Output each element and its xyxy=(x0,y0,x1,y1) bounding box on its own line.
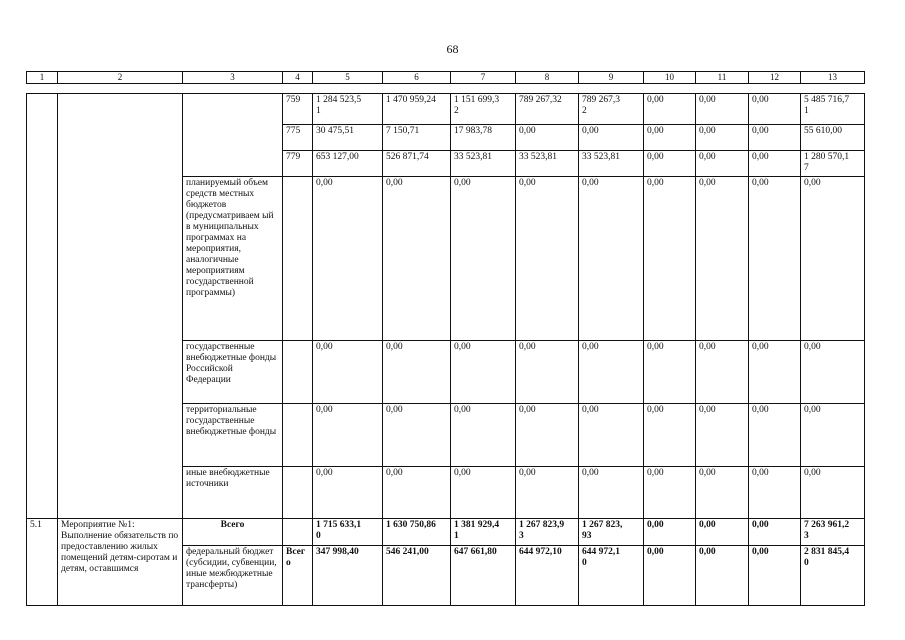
value-cell: 789 267,32 xyxy=(516,94,579,125)
value-cell: 0,00 xyxy=(644,519,696,546)
value-cell: 0,00 xyxy=(696,151,749,177)
value-cell: 0,00 xyxy=(644,177,696,341)
value-cell: 0,00 xyxy=(451,404,516,467)
value-cell: 644 972,10 xyxy=(516,546,579,606)
value-cell: 0,00 xyxy=(516,467,579,519)
value-cell: 647 661,80 xyxy=(451,546,516,606)
value-cell: 0,00 xyxy=(801,467,865,519)
value-cell: 33 523,81 xyxy=(451,151,516,177)
code-cell: Всег о xyxy=(283,546,313,606)
value-cell: 0,00 xyxy=(696,404,749,467)
header-cell: 10 xyxy=(644,72,696,84)
value-cell: 0,00 xyxy=(579,341,644,404)
value-cell: 0,00 xyxy=(749,341,801,404)
value-cell: 1 715 633,1 0 xyxy=(313,519,383,546)
value-cell: 0,00 xyxy=(516,125,579,151)
value-cell: 1 267 823, 93 xyxy=(579,519,644,546)
code-cell: 775 xyxy=(283,125,313,151)
value-cell: 0,00 xyxy=(579,125,644,151)
header-cell: 2 xyxy=(58,72,183,84)
value-cell: 0,00 xyxy=(749,404,801,467)
value-cell: 0,00 xyxy=(516,177,579,341)
header-cell: 13 xyxy=(801,72,865,84)
value-cell: 653 127,00 xyxy=(313,151,383,177)
value-cell: 7 263 961,2 3 xyxy=(801,519,865,546)
value-cell: 1 470 959,24 xyxy=(383,94,451,125)
value-cell: 0,00 xyxy=(451,341,516,404)
value-cell: 17 983,78 xyxy=(451,125,516,151)
value-cell: 30 475,51 xyxy=(313,125,383,151)
value-cell: 0,00 xyxy=(749,94,801,125)
value-cell: 1 151 699,3 2 xyxy=(451,94,516,125)
value-cell: 5 485 716,7 1 xyxy=(801,94,865,125)
value-cell: 0,00 xyxy=(579,467,644,519)
value-cell: 0,00 xyxy=(644,94,696,125)
federal-label: федеральный бюджет (субсидии, субвенции, иные межбюджетные трансферты) xyxy=(183,546,283,606)
value-cell: 0,00 xyxy=(644,404,696,467)
budget-table xyxy=(26,93,865,606)
value-cell: 1 630 750,86 xyxy=(383,519,451,546)
value-cell: 0,00 xyxy=(313,404,383,467)
value-cell: 1 280 570,1 7 xyxy=(801,151,865,177)
value-cell: 7 150,71 xyxy=(383,125,451,151)
value-cell: 0,00 xyxy=(644,125,696,151)
header-cell: 12 xyxy=(749,72,801,84)
header-cell: 4 xyxy=(283,72,313,84)
value-cell: 1 284 523,5 1 xyxy=(313,94,383,125)
value-cell: 55 610,00 xyxy=(801,125,865,151)
value-cell: 0,00 xyxy=(644,467,696,519)
value-cell: 0,00 xyxy=(696,94,749,125)
empty-cell xyxy=(27,94,58,519)
value-cell: 0,00 xyxy=(451,467,516,519)
value-cell: 0,00 xyxy=(516,341,579,404)
value-cell: 0,00 xyxy=(313,467,383,519)
column-numbers-row xyxy=(27,72,865,84)
value-cell: 0,00 xyxy=(644,546,696,606)
value-cell: 0,00 xyxy=(516,404,579,467)
empty-cell xyxy=(58,94,183,519)
value-cell: 0,00 xyxy=(749,177,801,341)
total-label: Всего xyxy=(183,519,283,546)
value-cell: 347 998,40 xyxy=(313,546,383,606)
source-label: планируемый объем средств местных бюджетов (предусматриваем ый в муниципальных программах на мероприятия, аналогичные мероприятиям государственной программы) xyxy=(183,177,283,341)
source-label: территориальные государственные внебюджетные фонды xyxy=(183,404,283,467)
value-cell: 0,00 xyxy=(749,467,801,519)
value-cell: 0,00 xyxy=(801,177,865,341)
code-cell xyxy=(283,177,313,341)
value-cell: 0,00 xyxy=(383,177,451,341)
header-cell: 5 xyxy=(313,72,383,84)
value-cell: 1 381 929,4 1 xyxy=(451,519,516,546)
value-cell: 33 523,81 xyxy=(516,151,579,177)
value-cell: 0,00 xyxy=(696,546,749,606)
header-cell: 9 xyxy=(579,72,644,84)
value-cell: 0,00 xyxy=(749,125,801,151)
value-cell: 526 871,74 xyxy=(383,151,451,177)
column-header-table xyxy=(26,71,865,84)
table-row xyxy=(27,519,865,546)
code-cell: 779 xyxy=(283,151,313,177)
value-cell: 0,00 xyxy=(451,177,516,341)
value-cell: 0,00 xyxy=(696,125,749,151)
header-cell: 11 xyxy=(696,72,749,84)
header-cell: 3 xyxy=(183,72,283,84)
measure-number: 5.1 xyxy=(27,519,58,606)
value-cell: 0,00 xyxy=(696,519,749,546)
value-cell: 1 267 823,9 3 xyxy=(516,519,579,546)
header-cell: 6 xyxy=(383,72,451,84)
value-cell: 0,00 xyxy=(313,341,383,404)
header-cell: 8 xyxy=(516,72,579,84)
value-cell: 0,00 xyxy=(579,177,644,341)
value-cell: 0,00 xyxy=(696,341,749,404)
code-cell xyxy=(283,404,313,467)
value-cell: 0,00 xyxy=(579,404,644,467)
value-cell: 0,00 xyxy=(644,341,696,404)
code-cell xyxy=(283,341,313,404)
source-label: иные внебюджетные источники xyxy=(183,467,283,519)
value-cell: 2 831 845,4 0 xyxy=(801,546,865,606)
value-cell: 0,00 xyxy=(801,341,865,404)
value-cell: 0,00 xyxy=(749,546,801,606)
source-label: государственные внебюджетные фонды Российской Федерации xyxy=(183,341,283,404)
table-row xyxy=(27,94,865,125)
value-cell: 644 972,1 0 xyxy=(579,546,644,606)
value-cell: 0,00 xyxy=(749,151,801,177)
code-cell xyxy=(283,467,313,519)
value-cell: 789 267,3 2 xyxy=(579,94,644,125)
value-cell: 0,00 xyxy=(696,467,749,519)
page-number: 68 xyxy=(446,42,459,56)
value-cell: 0,00 xyxy=(313,177,383,341)
value-cell: 0,00 xyxy=(644,151,696,177)
value-cell: 0,00 xyxy=(696,177,749,341)
value-cell: 0,00 xyxy=(383,404,451,467)
value-cell: 0,00 xyxy=(383,341,451,404)
code-cell xyxy=(283,519,313,546)
value-cell: 33 523,81 xyxy=(579,151,644,177)
empty-cell xyxy=(183,94,283,177)
header-cell: 1 xyxy=(27,72,58,84)
measure-title: Мероприятие №1: Выполнение обязательств по предоставлению жилых помещений детям-сиротам и детям, оставшимся xyxy=(58,519,183,606)
value-cell: 546 241,00 xyxy=(383,546,451,606)
value-cell: 0,00 xyxy=(749,519,801,546)
header-cell: 7 xyxy=(451,72,516,84)
value-cell: 0,00 xyxy=(383,467,451,519)
value-cell: 0,00 xyxy=(801,404,865,467)
code-cell: 759 xyxy=(283,94,313,125)
